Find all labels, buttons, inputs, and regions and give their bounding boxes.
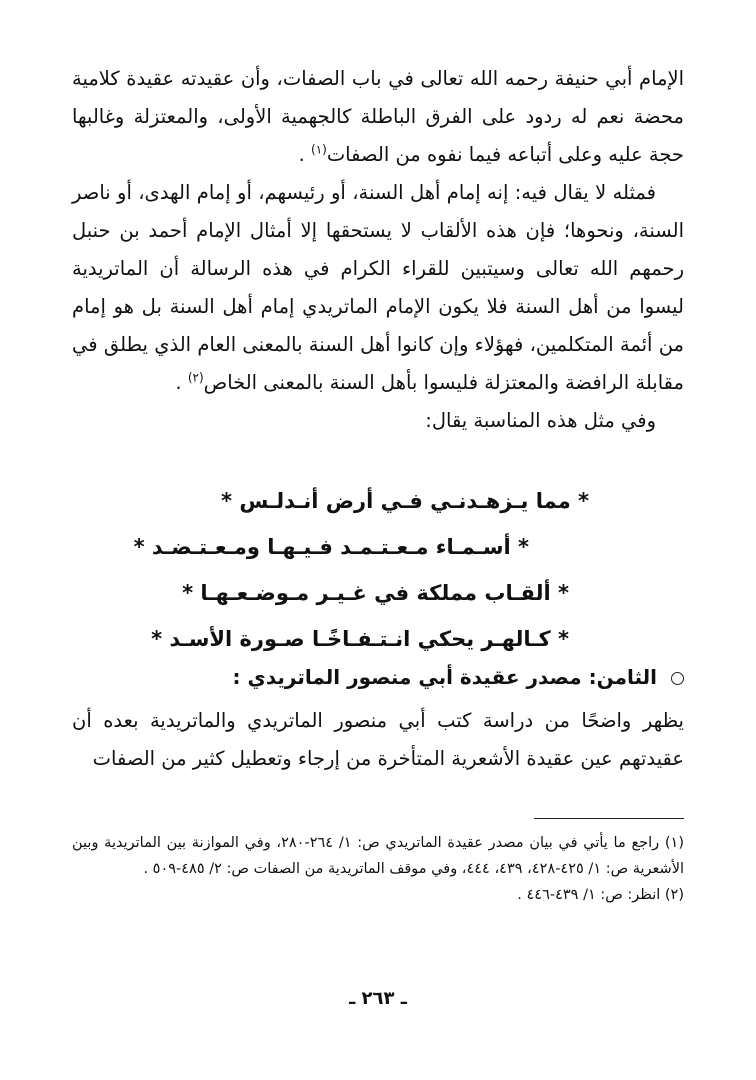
footnote-divider: [534, 818, 684, 819]
circle-bullet-icon: [671, 672, 684, 685]
verse-line: * مما يـزهـدنـي فـي أرض أنـدلـس *: [221, 489, 589, 513]
footnote-2: (٢) انظر: ص: ١/ ٤٣٩-٤٤٦ .: [517, 887, 684, 903]
footnote-ref-1[interactable]: (١): [311, 142, 327, 157]
footnote-ref-2[interactable]: (٢): [187, 370, 204, 385]
poetry-verses: [72, 478, 684, 662]
main-text: [72, 60, 684, 440]
section-heading: الثامن: مصدر عقيدة أبي منصور الماتريدي :: [233, 660, 684, 694]
footnotes: [72, 830, 684, 908]
verse-line: * أسـمـاء مـعـتـمـد فـيـهـا ومـعـتـضـد *: [133, 535, 529, 559]
verse-line: * كـالهـر يحكي انـتـفـاخًـا صـورة الأسـد *: [151, 627, 569, 651]
section-text: يظهر واضحًا من دراسة كتب أبي منصور الماتريدي والماتريدية بعده أن عقيدتهم عين عقيدة الأشعرية المتأخرة من إرجاء وتعطيل كثير من الصفات: [72, 709, 684, 770]
verse-line: * ألقـاب مملكة في غـيـر مـوضـعـهـا *: [182, 581, 569, 605]
footnote-1: (١) راجع ما يأتي في بيان مصدر عقيدة الماتريدي ص: ١/ ٢٦٤-٢٨٠، وفي الموازنة بين الماتريدية وبين الأشعرية ص: ١/ ٤٢٥-٤٢٨، ٤٣٩، ٤٤٤، وفي موقف الماتريدية من الصفات ص: ٢/ ٤٨٥-٥٠٩ .: [72, 835, 685, 877]
page-number: ـ ٢٦٣ ـ: [349, 988, 407, 1009]
paragraph-3: وفي مثل هذه المناسبة يقال:: [425, 409, 656, 432]
paragraph-2: فمثله لا يقال فيه: إنه إمام أهل السنة، أو رئيسهم، أو إمام الهدى، أو ناصر السنة، ونحوها؛ فإن هذه الألقاب لا يستحقها إلا أمثال الإمام أحمد بن حنبل رحمهم الله تعالى وسيتبين للقراء الكرام في هذه الرسالة أن الماتريدية ليسوا من أهل السنة فلا يكون الإمام الماتريدي إمام أهل السنة بل هو إمام من أئمة المتكلمين، فهؤلاء وإن كانوا أهل السنة بالمعنى العام الذي يطلق في مقابلة الرافضة والمعتزلة فليسوا بأهل السنة بالمعنى الخاص$^{(٢)}$ .: [72, 181, 684, 394]
paragraph-1: الإمام أبي حنيفة رحمه الله تعالى في باب الصفات، وأن عقيدته عقيدة كلامية محضة نعم له ردود على الفرق الباطلة كالجهمية الأولى، والمعتزلة وغالبها حجة عليه وعلى أتباعه فيما نفوه من الصفات$^{(١)}$ .: [72, 67, 684, 166]
